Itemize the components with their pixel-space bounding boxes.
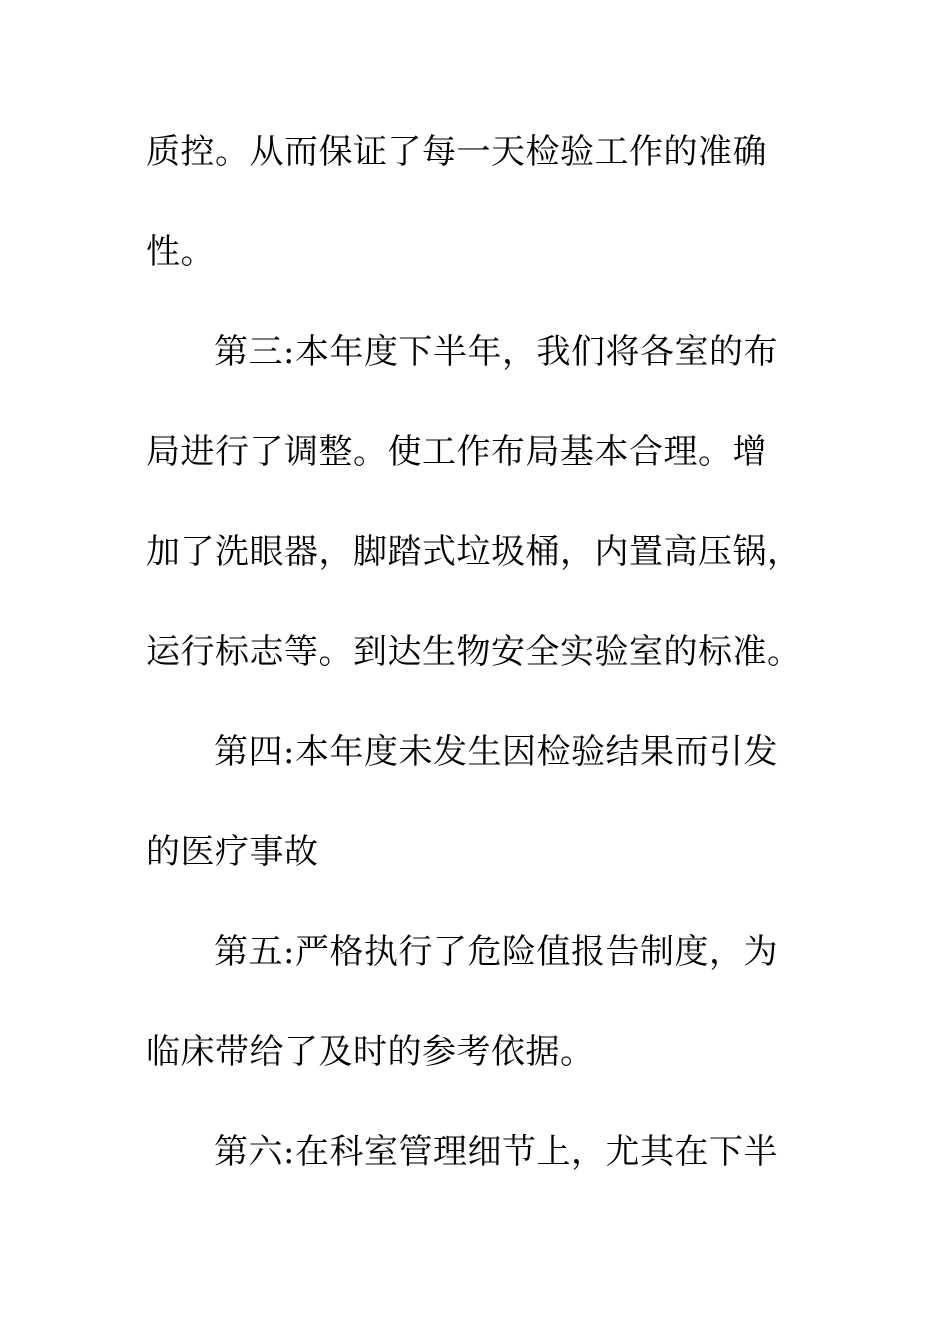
paragraph-start: 第三:本年度下半年，我们将各室的布 bbox=[214, 332, 778, 372]
text-line: 临床带给了及时的参考依据。 bbox=[146, 1032, 595, 1072]
text-line: 运行标志等。到达生物安全实验室的标准。 bbox=[146, 632, 802, 672]
text-line: 质控。从而保证了每一天检验工作的准确 bbox=[146, 132, 767, 172]
text-line: 局进行了调整。使工作布局基本合理。增 bbox=[146, 432, 767, 472]
paragraph-start: 第六:在科室管理细节上，尤其在下半 bbox=[214, 1132, 778, 1172]
paragraph-start: 第四:本年度未发生因检验结果而引发 bbox=[214, 732, 778, 772]
text-line: 加了洗眼器，脚踏式垃圾桶，内置高压锅， bbox=[146, 532, 802, 572]
text-line: 的医疗事故 bbox=[146, 832, 319, 872]
text-line: 性。 bbox=[146, 232, 215, 272]
paragraph-start: 第五:严格执行了危险值报告制度，为 bbox=[214, 932, 778, 972]
